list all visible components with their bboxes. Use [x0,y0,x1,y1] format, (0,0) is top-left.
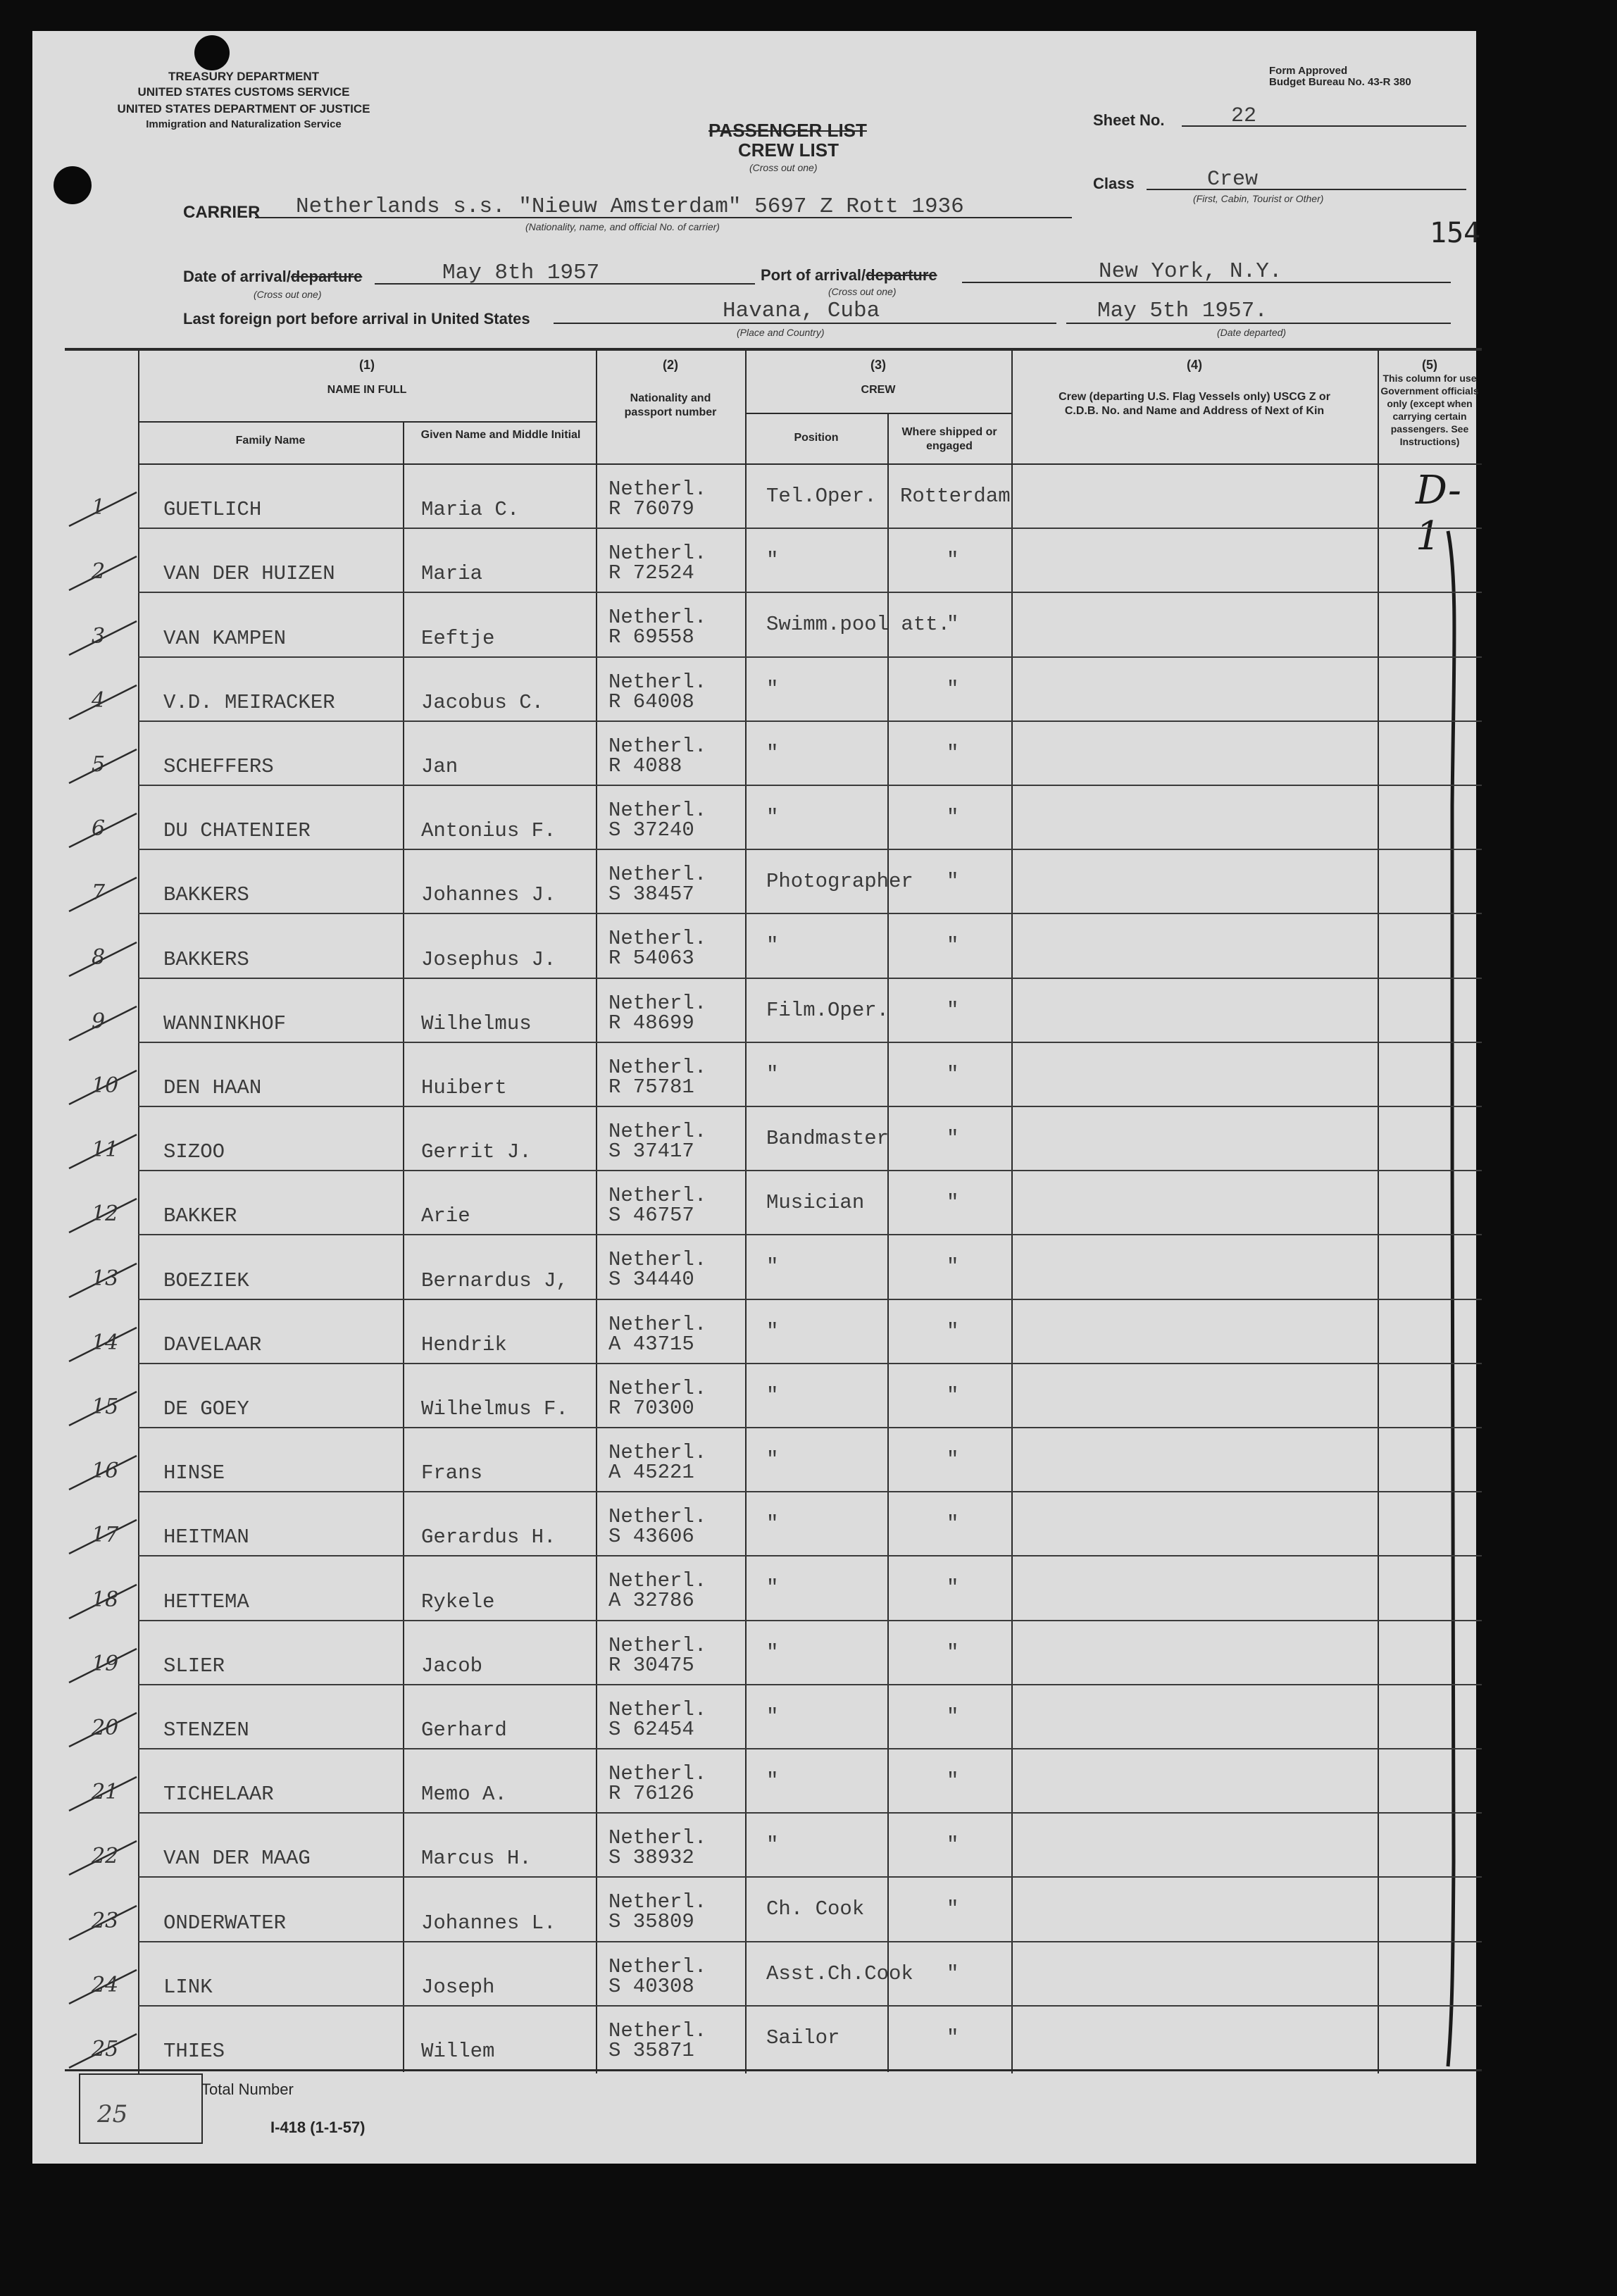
col-line-2 [596,351,597,2073]
sheet-number: 22 [1231,104,1257,128]
position: " [766,1255,779,1279]
where-engaged: " [947,549,959,573]
family-name: HETTEMA [163,1590,249,1614]
punch-hole-left [54,166,92,204]
agency-line-4: Immigration and Naturalization Service [146,118,342,130]
port-label-text: Port of arrival/ [761,266,866,284]
port-value: New York, N.Y. [1099,259,1282,284]
row-rule [138,1748,1482,1749]
form-approved: Form Approved [1269,65,1348,77]
passport-number: R 30475 [608,1653,694,1677]
passport-number: R 76079 [608,497,694,520]
where-engaged: " [947,1961,959,1985]
nationality: Netherl. [608,1633,707,1657]
family-name: SCHEFFERS [163,755,274,778]
nationality: Netherl. [608,1248,707,1272]
row-number: 20 [92,1716,119,1740]
row-rule [138,1234,1482,1235]
row-number: 12 [92,1202,119,1227]
passport-number: R 70300 [608,1396,694,1420]
nationality: Netherl. [608,670,707,694]
family-name: DEN HAAN [163,1076,262,1099]
given-name: Gerrit J. [421,1140,532,1164]
where-engaged: " [947,1448,959,1471]
given-name: Wilhelmus F. [421,1397,568,1421]
family-name: DE GOEY [163,1397,249,1421]
row-number: 1 [92,495,106,520]
given-name: Jacobus C. [421,690,544,714]
where-engaged: " [947,870,959,894]
row-number: 6 [92,816,106,842]
where-engaged: " [947,1833,959,1857]
form-number: I-418 (1-1-57) [270,2119,366,2136]
given-name: Johannes J. [421,883,556,907]
nationality: Netherl. [608,606,707,630]
given-name: Rykele [421,1590,495,1614]
where-engaged: " [947,1576,959,1600]
total-label: Total Number [201,2080,294,2098]
where-engaged: " [947,1769,959,1792]
where-engaged: " [947,1704,959,1728]
date-label-struck: departure [290,268,363,285]
position: " [766,1640,779,1664]
carrier-label: CARRIER [183,203,261,222]
family-name: SLIER [163,1654,225,1678]
nationality: Netherl. [608,478,707,501]
passport-number: S 34440 [608,1268,694,1292]
col1-family: Family Name [235,435,306,447]
annotation-d1: D-1 [1416,468,1461,559]
row-number: 10 [92,1073,119,1098]
family-name: DU CHATENIER [163,819,311,843]
row-rule [138,1427,1482,1428]
row-number: 24 [92,1972,119,1997]
family-name: BAKKER [163,1204,237,1228]
position: " [766,549,779,573]
passport-number: S 35871 [608,2038,694,2062]
port-label-struck: departure [866,266,937,284]
nationality: Netherl. [608,1312,707,1336]
where-engaged: Rotterdam [900,485,1011,508]
where-engaged: " [947,806,959,829]
family-name: VAN DER HUIZEN [163,562,335,586]
row-rule [138,1042,1482,1043]
where-engaged: " [947,998,959,1022]
crew-list-form [32,31,1481,2164]
sheet-underline [1182,125,1466,127]
nationality: Netherl. [608,2019,707,2042]
class-underline [1147,189,1466,190]
title-cross-out-note: (Cross out one) [749,162,818,173]
passport-number: S 37240 [608,818,694,842]
row-number: 16 [92,1459,119,1484]
row-rule [138,1363,1482,1364]
title-passenger-list-struck: PASSENGER LIST [708,120,867,141]
row-number: 2 [92,559,106,585]
col3-position: Position [794,432,839,444]
family-name: V.D. MEIRACKER [163,690,335,714]
position: " [766,1062,779,1086]
position: " [766,1512,779,1536]
given-name: Antonius F. [421,819,556,843]
col-line-5 [1011,351,1013,2073]
given-name: Josephus J. [421,947,556,971]
row-rule [138,1876,1482,1878]
passport-number: R 69558 [608,625,694,649]
position: Sailor [766,2026,840,2049]
family-name: WANNINKHOF [163,1011,287,1035]
passport-number: S 35809 [608,1910,694,1934]
given-name: Willem [421,2040,495,2063]
given-name: Huibert [421,1076,507,1099]
nationality: Netherl. [608,1697,707,1721]
passport-number: R 72524 [608,561,694,585]
port-cross-out-note: (Cross out one) [828,286,897,297]
where-engaged: " [947,2026,959,2049]
row-number: 4 [92,687,106,713]
col2-title: Nationality and passport number [624,392,717,418]
row-number: 13 [92,1266,119,1291]
position: " [766,1383,779,1407]
family-name: SIZOO [163,1140,225,1164]
row-number: 8 [92,944,106,970]
family-name: LINK [163,1975,213,1999]
row-number: 3 [92,623,106,649]
given-name: Jan [421,755,458,778]
passport-number: R 76126 [608,1782,694,1805]
row-number: 15 [92,1395,119,1419]
position: Tel.Oper. [766,485,877,508]
row-rule [138,1106,1482,1107]
where-engaged: " [947,613,959,637]
col3-number: (3) [870,358,886,372]
row-rule [138,1170,1482,1171]
nationality: Netherl. [608,1954,707,1978]
given-name: Arie [421,1204,470,1228]
row-number: 9 [92,1009,106,1034]
given-name: Marcus H. [421,1847,532,1871]
col4-title: Crew (departing U.S. Flag Vessels only) USCG Z or C.D.B. No. and Name and Address of Next of Kin [1059,391,1330,417]
where-engaged: " [947,1640,959,1664]
row-rule [138,528,1482,529]
table-top-rule [65,348,1482,351]
col5-number: (5) [1422,358,1437,372]
nationality: Netherl. [608,734,707,758]
row-rule [138,1299,1482,1300]
budget-bureau: Budget Bureau No. 43-R 380 [1269,76,1411,88]
table-bottom-rule [65,2069,1482,2071]
row-rule [138,785,1482,786]
row-rule [138,1491,1482,1492]
where-engaged: " [947,741,959,765]
col3-title: CREW [861,384,896,396]
where-engaged: " [947,1062,959,1086]
date-label [183,268,362,286]
nationality: Netherl. [608,1055,707,1079]
position: Photographer [766,870,913,894]
col1-title: NAME IN FULL [327,384,407,396]
position: " [766,741,779,765]
position: " [766,1769,779,1792]
col3-sub-rule [745,413,1011,414]
nationality: Netherl. [608,1376,707,1400]
row-rule [138,1684,1482,1685]
col3-where: Where shipped or engaged [901,426,997,452]
nationality: Netherl. [608,927,707,951]
header-bottom-rule [138,463,1482,465]
nationality: Netherl. [608,1441,707,1464]
where-engaged: " [947,1127,959,1150]
family-name: BOEZIEK [163,1268,249,1292]
row-number: 18 [92,1587,119,1612]
passport-number: S 38457 [608,882,694,906]
position: " [766,1833,779,1857]
col-line-4 [887,413,889,2072]
last-port-label: Last foreign port before arrival in United States [183,310,530,327]
row-rule [138,849,1482,850]
row-rule [138,720,1482,722]
col-line-1 [403,421,404,2072]
where-engaged: " [947,1512,959,1536]
nationality: Netherl. [608,863,707,887]
position: Film.Oper. [766,998,889,1022]
given-name: Maria [421,562,483,586]
given-name: Memo A. [421,1783,507,1807]
nationality: Netherl. [608,1890,707,1914]
passport-number: S 38932 [608,1846,694,1870]
passport-number: R 4088 [608,754,682,778]
date-departed-value: May 5th 1957. [1097,299,1268,323]
passport-number: R 54063 [608,947,694,971]
row-number: 25 [92,2037,119,2061]
given-name: Maria C. [421,498,520,522]
row-rule [138,656,1482,658]
passport-number: S 46757 [608,1204,694,1228]
passport-number: S 37417 [608,1140,694,1163]
where-engaged: " [947,677,959,701]
col2-number: (2) [663,358,678,372]
position: Ch. Cook [766,1897,865,1921]
row-number: 21 [92,1780,119,1805]
col-line-6 [1378,351,1379,2073]
date-cross-out-note: (Cross out one) [254,289,322,300]
nationality: Netherl. [608,1505,707,1529]
family-name: ONDERWATER [163,1911,287,1935]
position: " [766,1448,779,1471]
passport-number: S 40308 [608,1974,694,1998]
class-note: (First, Cabin, Tourist or Other) [1193,193,1324,204]
given-name: Gerardus H. [421,1526,556,1549]
nationality: Netherl. [608,1184,707,1208]
passport-number: A 32786 [608,1589,694,1613]
nationality: Netherl. [608,1826,707,1850]
passport-number: S 62454 [608,1717,694,1741]
row-rule [138,1555,1482,1556]
row-rule [138,978,1482,979]
date-label-text: Date of arrival/ [183,268,291,285]
last-port-note: (Place and Country) [737,327,825,338]
family-name: STENZEN [163,1718,249,1742]
family-name: TICHELAAR [163,1783,274,1807]
given-name: Bernardus J, [421,1268,568,1292]
carrier-value: Netherlands s.s. "Nieuw Amsterdam" 5697 Z Rott 1936 [296,194,964,219]
port-label [761,266,937,285]
row-number: 14 [92,1330,119,1355]
where-engaged: " [947,934,959,958]
given-name: Eeftje [421,626,495,650]
given-name: Gerhard [421,1718,507,1742]
row-number: 7 [92,880,106,906]
title-crew-list: CREW LIST [738,139,839,161]
family-name: VAN DER MAAG [163,1847,311,1871]
class-value: Crew [1207,168,1259,192]
nationality: Netherl. [608,1569,707,1593]
row-rule [138,913,1482,914]
passport-number: R 64008 [608,690,694,713]
row-rule [138,592,1482,593]
position: Bandmaster [766,1127,889,1150]
position: Asst.Ch.Cook [766,1961,913,1985]
col4-number: (4) [1187,358,1202,372]
position: Swimm.pool att. [766,613,951,637]
position: " [766,806,779,829]
agency-line-1: TREASURY DEPARTMENT [168,70,320,83]
position: " [766,1576,779,1600]
given-name: Jacob [421,1654,483,1678]
date-departed-note: (Date departed) [1217,327,1287,338]
given-name: Hendrik [421,1333,507,1356]
nationality: Netherl. [608,799,707,822]
sheet-label: Sheet No. [1093,111,1165,129]
nationality: Netherl. [608,991,707,1015]
row-number: 5 [92,752,106,777]
position: Musician [766,1191,865,1215]
given-name: Joseph [421,1975,495,1999]
passport-number: S 43606 [608,1525,694,1549]
row-rule [138,1620,1482,1621]
position: " [766,934,779,958]
family-name: BAKKERS [163,883,249,907]
col-line-3 [745,351,747,2073]
family-name: HEITMAN [163,1526,249,1549]
row-rule [138,2005,1482,2007]
passport-number: A 45221 [608,1461,694,1484]
row-number: 22 [92,1844,119,1869]
stamp-number: 154 [1430,217,1481,249]
passport-number: A 43715 [608,1332,694,1356]
given-name: Wilhelmus [421,1011,532,1035]
row-rule [138,1941,1482,1942]
row-rule [138,1812,1482,1814]
row-number: 11 [92,1137,119,1163]
where-engaged: " [947,1319,959,1343]
total-value: 25 [97,2100,128,2128]
where-engaged: " [947,1191,959,1215]
agency-line-2: UNITED STATES CUSTOMS SERVICE [137,85,350,99]
where-engaged: " [947,1255,959,1279]
row-number: 23 [92,1908,119,1933]
punch-hole-top [194,35,230,70]
col5-title: This column for use Government officials only (except when carrying certain passengers. See Instructions) [1380,373,1479,447]
given-name: Johannes L. [421,1911,556,1935]
col1-number: (1) [359,358,375,372]
where-engaged: " [947,1897,959,1921]
position: " [766,1704,779,1728]
agency-line-3: UNITED STATES DEPARTMENT OF JUSTICE [117,102,370,116]
family-name: GUETLICH [163,498,262,522]
agency-block [75,69,413,131]
date-value: May 8th 1957 [442,261,600,285]
position: " [766,677,779,701]
family-name: THIES [163,2040,225,2063]
carrier-note: (Nationality, name, and official No. of carrier) [525,221,720,232]
where-engaged: " [947,1383,959,1407]
class-label: Class [1093,175,1135,192]
family-name: BAKKERS [163,947,249,971]
passport-number: R 75781 [608,1075,694,1099]
nationality: Netherl. [608,1120,707,1143]
row-number: 17 [92,1523,119,1548]
position: " [766,1319,779,1343]
family-name: DAVELAAR [163,1333,262,1356]
family-name: VAN KAMPEN [163,626,287,650]
col1-sub-rule [138,421,596,423]
col1-given: Given Name and Middle Initial [420,429,581,441]
given-name: Frans [421,1461,483,1485]
passport-number: R 48699 [608,1011,694,1035]
nationality: Netherl. [608,1762,707,1785]
last-port-value: Havana, Cuba [723,299,880,323]
nationality: Netherl. [608,542,707,566]
family-name: HINSE [163,1461,225,1485]
row-number: 19 [92,1651,119,1676]
